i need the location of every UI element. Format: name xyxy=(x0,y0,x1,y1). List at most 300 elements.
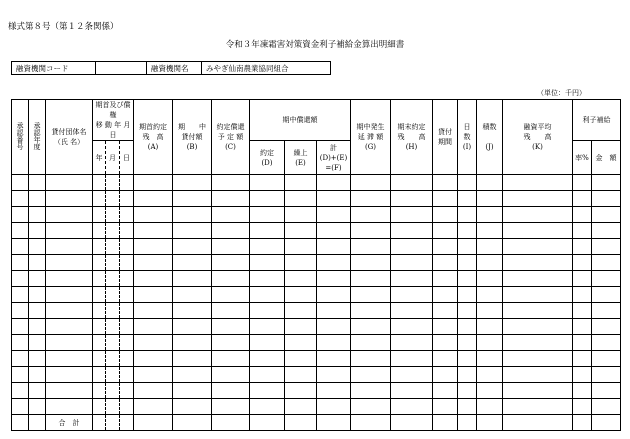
table-cell[interactable] xyxy=(29,175,46,191)
table-cell[interactable] xyxy=(477,239,503,255)
table-cell[interactable] xyxy=(351,415,391,431)
table-cell[interactable] xyxy=(477,191,503,207)
table-cell[interactable] xyxy=(212,287,250,303)
table-cell[interactable] xyxy=(173,287,212,303)
table-cell[interactable] xyxy=(134,351,173,367)
table-cell[interactable] xyxy=(93,383,106,399)
table-cell[interactable] xyxy=(120,319,134,335)
table-cell[interactable] xyxy=(477,367,503,383)
table-cell[interactable] xyxy=(573,239,592,255)
table-cell[interactable] xyxy=(12,271,29,287)
table-cell[interactable] xyxy=(212,335,250,351)
table-cell[interactable] xyxy=(173,383,212,399)
table-cell[interactable] xyxy=(477,335,503,351)
table-cell[interactable] xyxy=(29,367,46,383)
table-cell[interactable] xyxy=(317,191,351,207)
table-cell[interactable] xyxy=(573,383,592,399)
table-cell[interactable] xyxy=(433,335,458,351)
table-cell[interactable] xyxy=(317,175,351,191)
table-cell[interactable] xyxy=(433,255,458,271)
table-cell[interactable] xyxy=(106,223,120,239)
table-cell[interactable] xyxy=(592,383,621,399)
table-cell[interactable] xyxy=(46,191,93,207)
table-cell[interactable] xyxy=(503,319,573,335)
table-cell[interactable] xyxy=(250,239,285,255)
table-cell[interactable] xyxy=(134,303,173,319)
table-cell[interactable] xyxy=(46,303,93,319)
table-cell[interactable] xyxy=(212,399,250,415)
table-cell[interactable] xyxy=(173,271,212,287)
table-cell[interactable] xyxy=(212,415,250,431)
table-cell[interactable] xyxy=(93,399,106,415)
table-cell[interactable] xyxy=(573,335,592,351)
table-cell[interactable] xyxy=(317,271,351,287)
table-cell[interactable] xyxy=(458,239,477,255)
table-cell[interactable] xyxy=(391,191,433,207)
table-cell[interactable] xyxy=(592,271,621,287)
table-cell[interactable] xyxy=(93,351,106,367)
table-cell[interactable] xyxy=(458,367,477,383)
table-cell[interactable] xyxy=(134,335,173,351)
table-cell[interactable] xyxy=(573,319,592,335)
table-cell[interactable] xyxy=(120,191,134,207)
table-cell[interactable] xyxy=(391,271,433,287)
table-cell[interactable] xyxy=(503,287,573,303)
table-cell[interactable] xyxy=(458,303,477,319)
institution-name-field[interactable]: みやぎ仙南農業協同組合 xyxy=(202,62,331,75)
table-cell[interactable] xyxy=(173,367,212,383)
table-cell[interactable] xyxy=(503,175,573,191)
table-cell[interactable] xyxy=(250,319,285,335)
table-cell[interactable] xyxy=(285,207,317,223)
table-cell[interactable] xyxy=(93,271,106,287)
table-cell[interactable] xyxy=(212,191,250,207)
table-cell[interactable] xyxy=(285,351,317,367)
table-cell[interactable] xyxy=(120,223,134,239)
table-cell[interactable] xyxy=(458,255,477,271)
table-cell[interactable] xyxy=(250,335,285,351)
table-cell[interactable] xyxy=(29,191,46,207)
table-cell[interactable] xyxy=(351,367,391,383)
table-cell[interactable] xyxy=(134,239,173,255)
table-cell[interactable] xyxy=(285,383,317,399)
table-cell[interactable] xyxy=(46,351,93,367)
table-cell[interactable] xyxy=(285,175,317,191)
table-cell[interactable] xyxy=(503,239,573,255)
table-cell[interactable] xyxy=(212,383,250,399)
table-cell[interactable] xyxy=(391,335,433,351)
table-cell[interactable] xyxy=(351,399,391,415)
table-cell[interactable] xyxy=(250,399,285,415)
table-cell[interactable] xyxy=(351,351,391,367)
table-cell[interactable] xyxy=(106,239,120,255)
table-cell[interactable] xyxy=(317,239,351,255)
table-cell[interactable] xyxy=(317,399,351,415)
table-cell[interactable] xyxy=(317,335,351,351)
table-cell[interactable] xyxy=(433,207,458,223)
table-cell[interactable] xyxy=(592,399,621,415)
table-cell[interactable] xyxy=(433,383,458,399)
table-cell[interactable] xyxy=(477,287,503,303)
table-cell[interactable] xyxy=(477,383,503,399)
table-cell[interactable] xyxy=(285,223,317,239)
table-cell[interactable] xyxy=(212,175,250,191)
table-cell[interactable] xyxy=(106,415,120,431)
table-cell[interactable] xyxy=(134,399,173,415)
table-cell[interactable] xyxy=(212,351,250,367)
table-cell[interactable] xyxy=(120,303,134,319)
table-cell[interactable] xyxy=(120,255,134,271)
table-cell[interactable] xyxy=(391,367,433,383)
table-cell[interactable] xyxy=(106,207,120,223)
table-cell[interactable] xyxy=(477,319,503,335)
table-cell[interactable] xyxy=(173,255,212,271)
table-cell[interactable] xyxy=(433,191,458,207)
table-cell[interactable] xyxy=(29,223,46,239)
table-cell[interactable] xyxy=(477,255,503,271)
table-cell[interactable] xyxy=(592,175,621,191)
table-cell[interactable] xyxy=(503,367,573,383)
table-cell[interactable] xyxy=(12,239,29,255)
table-cell[interactable] xyxy=(29,383,46,399)
table-cell[interactable] xyxy=(134,415,173,431)
table-cell[interactable] xyxy=(46,223,93,239)
table-cell[interactable] xyxy=(285,335,317,351)
table-cell[interactable] xyxy=(285,255,317,271)
table-cell[interactable] xyxy=(120,175,134,191)
table-cell[interactable] xyxy=(106,367,120,383)
table-cell[interactable] xyxy=(93,367,106,383)
table-cell[interactable] xyxy=(250,383,285,399)
table-cell[interactable] xyxy=(317,255,351,271)
table-cell[interactable] xyxy=(458,223,477,239)
table-cell[interactable] xyxy=(106,303,120,319)
table-cell[interactable] xyxy=(592,287,621,303)
table-cell[interactable] xyxy=(458,383,477,399)
table-cell[interactable] xyxy=(120,383,134,399)
table-cell[interactable] xyxy=(391,351,433,367)
table-cell[interactable] xyxy=(93,191,106,207)
table-cell[interactable] xyxy=(173,191,212,207)
table-cell[interactable] xyxy=(12,175,29,191)
table-cell[interactable] xyxy=(12,383,29,399)
table-cell[interactable] xyxy=(285,239,317,255)
table-cell[interactable] xyxy=(503,335,573,351)
table-cell[interactable] xyxy=(477,399,503,415)
table-cell[interactable] xyxy=(458,335,477,351)
table-cell[interactable] xyxy=(433,271,458,287)
table-cell[interactable] xyxy=(458,399,477,415)
table-cell[interactable] xyxy=(503,271,573,287)
table-cell[interactable] xyxy=(391,175,433,191)
table-cell[interactable] xyxy=(477,303,503,319)
table-cell[interactable] xyxy=(433,303,458,319)
table-cell[interactable] xyxy=(250,207,285,223)
table-cell[interactable] xyxy=(106,287,120,303)
table-cell[interactable] xyxy=(106,335,120,351)
table-cell[interactable] xyxy=(29,287,46,303)
table-cell[interactable] xyxy=(285,271,317,287)
table-cell[interactable] xyxy=(250,415,285,431)
table-cell[interactable] xyxy=(120,287,134,303)
table-cell[interactable] xyxy=(12,335,29,351)
table-cell[interactable] xyxy=(433,175,458,191)
table-cell[interactable] xyxy=(46,175,93,191)
table-cell[interactable] xyxy=(134,271,173,287)
table-cell[interactable] xyxy=(351,239,391,255)
table-cell[interactable] xyxy=(573,223,592,239)
table-cell[interactable] xyxy=(29,271,46,287)
table-cell[interactable] xyxy=(93,207,106,223)
table-cell[interactable] xyxy=(120,271,134,287)
table-cell[interactable] xyxy=(12,191,29,207)
table-cell[interactable] xyxy=(477,207,503,223)
table-cell[interactable] xyxy=(46,319,93,335)
table-cell[interactable] xyxy=(46,367,93,383)
table-cell[interactable] xyxy=(433,415,458,431)
table-cell[interactable] xyxy=(212,255,250,271)
table-cell[interactable] xyxy=(391,223,433,239)
table-cell[interactable] xyxy=(592,223,621,239)
table-cell[interactable] xyxy=(120,335,134,351)
table-cell[interactable] xyxy=(93,335,106,351)
table-cell[interactable] xyxy=(120,415,134,431)
table-cell[interactable] xyxy=(12,255,29,271)
table-cell[interactable] xyxy=(391,303,433,319)
table-cell[interactable] xyxy=(458,175,477,191)
table-cell[interactable] xyxy=(93,255,106,271)
table-cell[interactable] xyxy=(573,399,592,415)
table-cell[interactable] xyxy=(106,175,120,191)
table-cell[interactable] xyxy=(458,271,477,287)
table-cell[interactable] xyxy=(93,319,106,335)
table-cell[interactable] xyxy=(120,351,134,367)
table-cell[interactable] xyxy=(250,175,285,191)
table-cell[interactable] xyxy=(250,191,285,207)
table-cell[interactable] xyxy=(503,383,573,399)
table-cell[interactable] xyxy=(351,335,391,351)
table-cell[interactable] xyxy=(120,239,134,255)
table-cell[interactable] xyxy=(12,399,29,415)
table-cell[interactable] xyxy=(250,287,285,303)
table-cell[interactable] xyxy=(212,271,250,287)
table-cell[interactable] xyxy=(351,175,391,191)
table-cell[interactable] xyxy=(317,303,351,319)
table-cell[interactable] xyxy=(317,351,351,367)
table-cell[interactable] xyxy=(285,319,317,335)
table-cell[interactable] xyxy=(592,351,621,367)
table-cell[interactable] xyxy=(317,367,351,383)
table-cell[interactable] xyxy=(212,367,250,383)
table-cell[interactable] xyxy=(285,191,317,207)
table-cell[interactable] xyxy=(46,335,93,351)
table-cell[interactable] xyxy=(503,415,573,431)
table-cell[interactable] xyxy=(351,303,391,319)
table-cell[interactable] xyxy=(503,207,573,223)
table-cell[interactable] xyxy=(29,303,46,319)
table-cell[interactable] xyxy=(173,239,212,255)
table-cell[interactable] xyxy=(433,223,458,239)
table-cell[interactable] xyxy=(106,351,120,367)
table-cell[interactable] xyxy=(391,319,433,335)
table-cell[interactable] xyxy=(391,399,433,415)
table-cell[interactable] xyxy=(93,223,106,239)
table-cell[interactable] xyxy=(106,191,120,207)
table-cell[interactable] xyxy=(458,351,477,367)
table-cell[interactable] xyxy=(573,191,592,207)
table-cell[interactable] xyxy=(120,399,134,415)
table-cell[interactable] xyxy=(573,175,592,191)
table-cell[interactable] xyxy=(250,223,285,239)
table-cell[interactable] xyxy=(93,303,106,319)
table-cell[interactable] xyxy=(134,191,173,207)
table-cell[interactable] xyxy=(134,383,173,399)
table-cell[interactable] xyxy=(503,255,573,271)
table-cell[interactable] xyxy=(173,415,212,431)
table-cell[interactable] xyxy=(433,319,458,335)
table-cell[interactable] xyxy=(351,319,391,335)
table-cell[interactable] xyxy=(12,287,29,303)
table-cell[interactable] xyxy=(212,239,250,255)
table-cell[interactable] xyxy=(477,175,503,191)
table-cell[interactable] xyxy=(285,415,317,431)
table-cell[interactable] xyxy=(573,367,592,383)
table-cell[interactable] xyxy=(46,255,93,271)
table-cell[interactable] xyxy=(173,223,212,239)
table-cell[interactable] xyxy=(29,399,46,415)
table-cell[interactable] xyxy=(106,383,120,399)
table-cell[interactable] xyxy=(120,207,134,223)
table-cell[interactable] xyxy=(433,399,458,415)
table-cell[interactable] xyxy=(573,255,592,271)
table-cell[interactable] xyxy=(351,191,391,207)
table-cell[interactable] xyxy=(592,415,621,431)
table-cell[interactable] xyxy=(317,287,351,303)
table-cell[interactable] xyxy=(29,207,46,223)
table-cell[interactable] xyxy=(212,223,250,239)
table-cell[interactable] xyxy=(134,255,173,271)
table-cell[interactable] xyxy=(458,287,477,303)
table-cell[interactable] xyxy=(391,383,433,399)
table-cell[interactable] xyxy=(458,319,477,335)
table-cell[interactable] xyxy=(134,319,173,335)
table-cell[interactable] xyxy=(12,367,29,383)
table-cell[interactable] xyxy=(250,255,285,271)
table-cell[interactable] xyxy=(29,239,46,255)
table-cell[interactable] xyxy=(503,351,573,367)
table-cell[interactable] xyxy=(592,367,621,383)
table-cell[interactable] xyxy=(134,175,173,191)
table-cell[interactable] xyxy=(458,207,477,223)
table-cell[interactable] xyxy=(592,207,621,223)
table-cell[interactable] xyxy=(351,255,391,271)
table-cell[interactable] xyxy=(477,271,503,287)
table-cell[interactable] xyxy=(250,271,285,287)
table-cell[interactable] xyxy=(433,367,458,383)
table-cell[interactable] xyxy=(12,207,29,223)
table-cell[interactable] xyxy=(29,255,46,271)
table-cell[interactable] xyxy=(285,399,317,415)
table-cell[interactable] xyxy=(391,255,433,271)
table-cell[interactable] xyxy=(351,207,391,223)
table-cell[interactable] xyxy=(12,319,29,335)
table-cell[interactable] xyxy=(250,351,285,367)
table-cell[interactable] xyxy=(46,399,93,415)
table-cell[interactable] xyxy=(12,351,29,367)
table-cell[interactable] xyxy=(317,383,351,399)
table-cell[interactable] xyxy=(573,415,592,431)
table-cell[interactable] xyxy=(106,255,120,271)
table-cell[interactable] xyxy=(433,287,458,303)
table-cell[interactable] xyxy=(12,223,29,239)
table-cell[interactable] xyxy=(173,351,212,367)
table-cell[interactable] xyxy=(592,255,621,271)
table-cell[interactable] xyxy=(317,415,351,431)
table-cell[interactable] xyxy=(351,271,391,287)
table-cell[interactable] xyxy=(391,415,433,431)
institution-code-field[interactable] xyxy=(96,62,147,75)
table-cell[interactable] xyxy=(477,223,503,239)
table-cell[interactable] xyxy=(592,303,621,319)
table-cell[interactable] xyxy=(134,223,173,239)
table-cell[interactable] xyxy=(458,415,477,431)
table-cell[interactable] xyxy=(592,191,621,207)
table-cell[interactable] xyxy=(317,223,351,239)
table-cell[interactable] xyxy=(592,239,621,255)
table-cell[interactable] xyxy=(106,319,120,335)
table-cell[interactable] xyxy=(173,399,212,415)
table-cell[interactable] xyxy=(29,335,46,351)
table-cell[interactable] xyxy=(285,367,317,383)
table-cell[interactable] xyxy=(46,207,93,223)
table-cell[interactable] xyxy=(29,351,46,367)
table-cell[interactable] xyxy=(46,383,93,399)
table-cell[interactable] xyxy=(503,303,573,319)
table-cell[interactable] xyxy=(46,239,93,255)
table-cell[interactable] xyxy=(212,303,250,319)
table-cell[interactable] xyxy=(12,303,29,319)
table-cell[interactable] xyxy=(250,367,285,383)
table-cell[interactable] xyxy=(317,319,351,335)
table-cell[interactable] xyxy=(250,303,285,319)
table-cell[interactable] xyxy=(212,207,250,223)
table-cell[interactable] xyxy=(592,335,621,351)
table-cell[interactable] xyxy=(93,239,106,255)
table-cell[interactable] xyxy=(212,319,250,335)
table-cell[interactable] xyxy=(477,351,503,367)
table-cell[interactable] xyxy=(458,191,477,207)
table-cell[interactable] xyxy=(503,191,573,207)
table-cell[interactable] xyxy=(317,207,351,223)
table-cell[interactable] xyxy=(173,335,212,351)
table-cell[interactable] xyxy=(93,287,106,303)
table-cell[interactable] xyxy=(477,415,503,431)
table-cell[interactable] xyxy=(573,303,592,319)
table-cell[interactable] xyxy=(29,415,46,431)
table-cell[interactable] xyxy=(573,207,592,223)
table-cell[interactable] xyxy=(29,319,46,335)
table-cell[interactable] xyxy=(173,175,212,191)
table-cell[interactable] xyxy=(173,303,212,319)
table-cell[interactable] xyxy=(351,383,391,399)
table-cell[interactable] xyxy=(573,287,592,303)
table-cell[interactable] xyxy=(503,399,573,415)
table-cell[interactable] xyxy=(46,287,93,303)
table-cell[interactable] xyxy=(391,287,433,303)
table-cell[interactable] xyxy=(391,207,433,223)
table-cell[interactable] xyxy=(573,271,592,287)
table-cell[interactable] xyxy=(106,271,120,287)
